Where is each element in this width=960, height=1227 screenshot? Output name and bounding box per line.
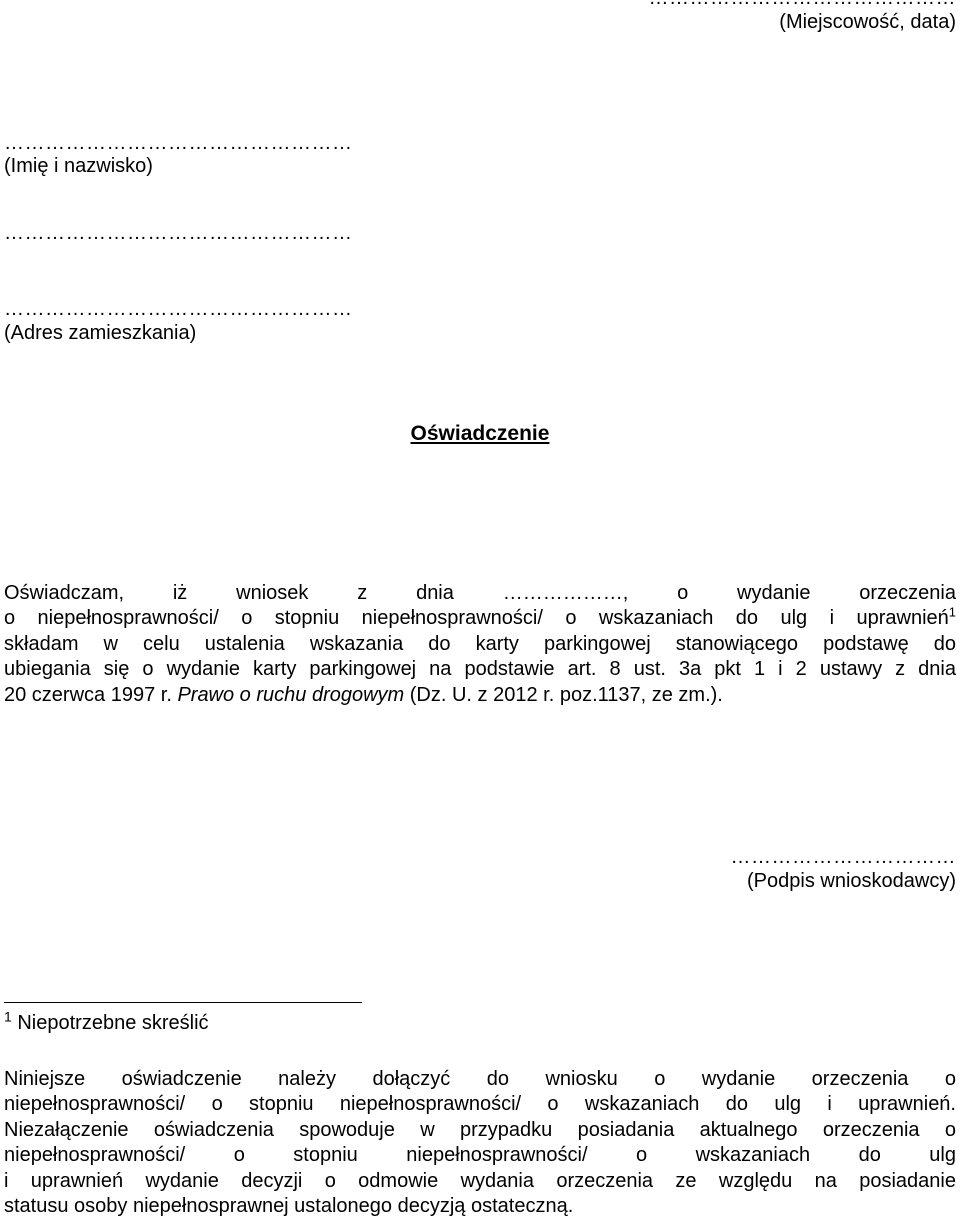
name-label: (Imię i nazwisko) (4, 155, 153, 177)
address-dotted-line-1: …………………………………………… (4, 222, 353, 244)
declaration-paragraph (4, 581, 956, 708)
declaration-text: o niepełnosprawności/ o stopniu niepełnosprawności/ o wskazaniach do ulg i uprawnień (4, 607, 949, 630)
address-dotted-line-2: …………………………………………… (4, 298, 353, 320)
note-line: niepełnosprawności/ o stopniu niepełnosprawności/ o wskazaniach do ulg i uprawnień. (4, 1093, 956, 1116)
footnote-separator (4, 1002, 362, 1003)
name-dotted-line: …………………………………………… (4, 132, 353, 154)
date-dotted-line (649, 0, 957, 10)
footnote-text: Niepotrzebne skreślić (11, 1012, 209, 1034)
date-label: (Miejscowość, data) (779, 11, 956, 33)
footnote-number: 1 (4, 1008, 12, 1025)
declaration-text: (Dz. U. z 2012 r. poz.1137, ze zm.). (404, 683, 723, 706)
note-line: Niezałączenie oświadczenia spowoduje w przypadku posiadania aktualnego orzeczenia o (4, 1118, 956, 1141)
declaration-text: 20 czerwca 1997 r. (4, 683, 178, 706)
address-label: (Adres zamieszkania) (4, 322, 197, 344)
signature-dotted-line: …………………………… (730, 846, 956, 868)
note-line: Niniejsze oświadczenie należy dołączyć do wniosku o wydanie orzeczenia o (4, 1068, 956, 1090)
footnote-reference: 1 (948, 604, 956, 620)
declaration-line: Oświadczam, iż wniosek z dnia ………………, o wydanie orzeczenia (4, 582, 956, 604)
note-line: statusu osoby niepełnosprawnej ustalonego decyzją ostateczną. (4, 1194, 574, 1217)
declaration-line (4, 683, 956, 708)
footnote (4, 1008, 209, 1035)
note-line: i uprawnień wydanie decyzji o odmowie wydania orzeczenia ze względu na posiadanie (4, 1169, 956, 1192)
act-title: Prawo o ruchu drogowym (177, 683, 405, 706)
note-line: niepełnosprawności/ o stopniu niepełnosprawności/ o wskazaniach do ulg (4, 1144, 956, 1167)
declaration-line: składam w celu ustalenia wskazania do karty parkingowej stanowiącego podstawę do (4, 632, 956, 655)
declaration-line: ubiegania się o wydanie karty parkingowej na podstawie art. 8 ust. 3a pkt 1 i 2 ustawy z dnia (4, 658, 956, 681)
page-title: Oświadczenie (410, 422, 550, 445)
note-paragraph (4, 1067, 956, 1219)
declaration-line (4, 606, 956, 631)
signature-label: (Podpis wnioskodawcy) (747, 870, 956, 892)
